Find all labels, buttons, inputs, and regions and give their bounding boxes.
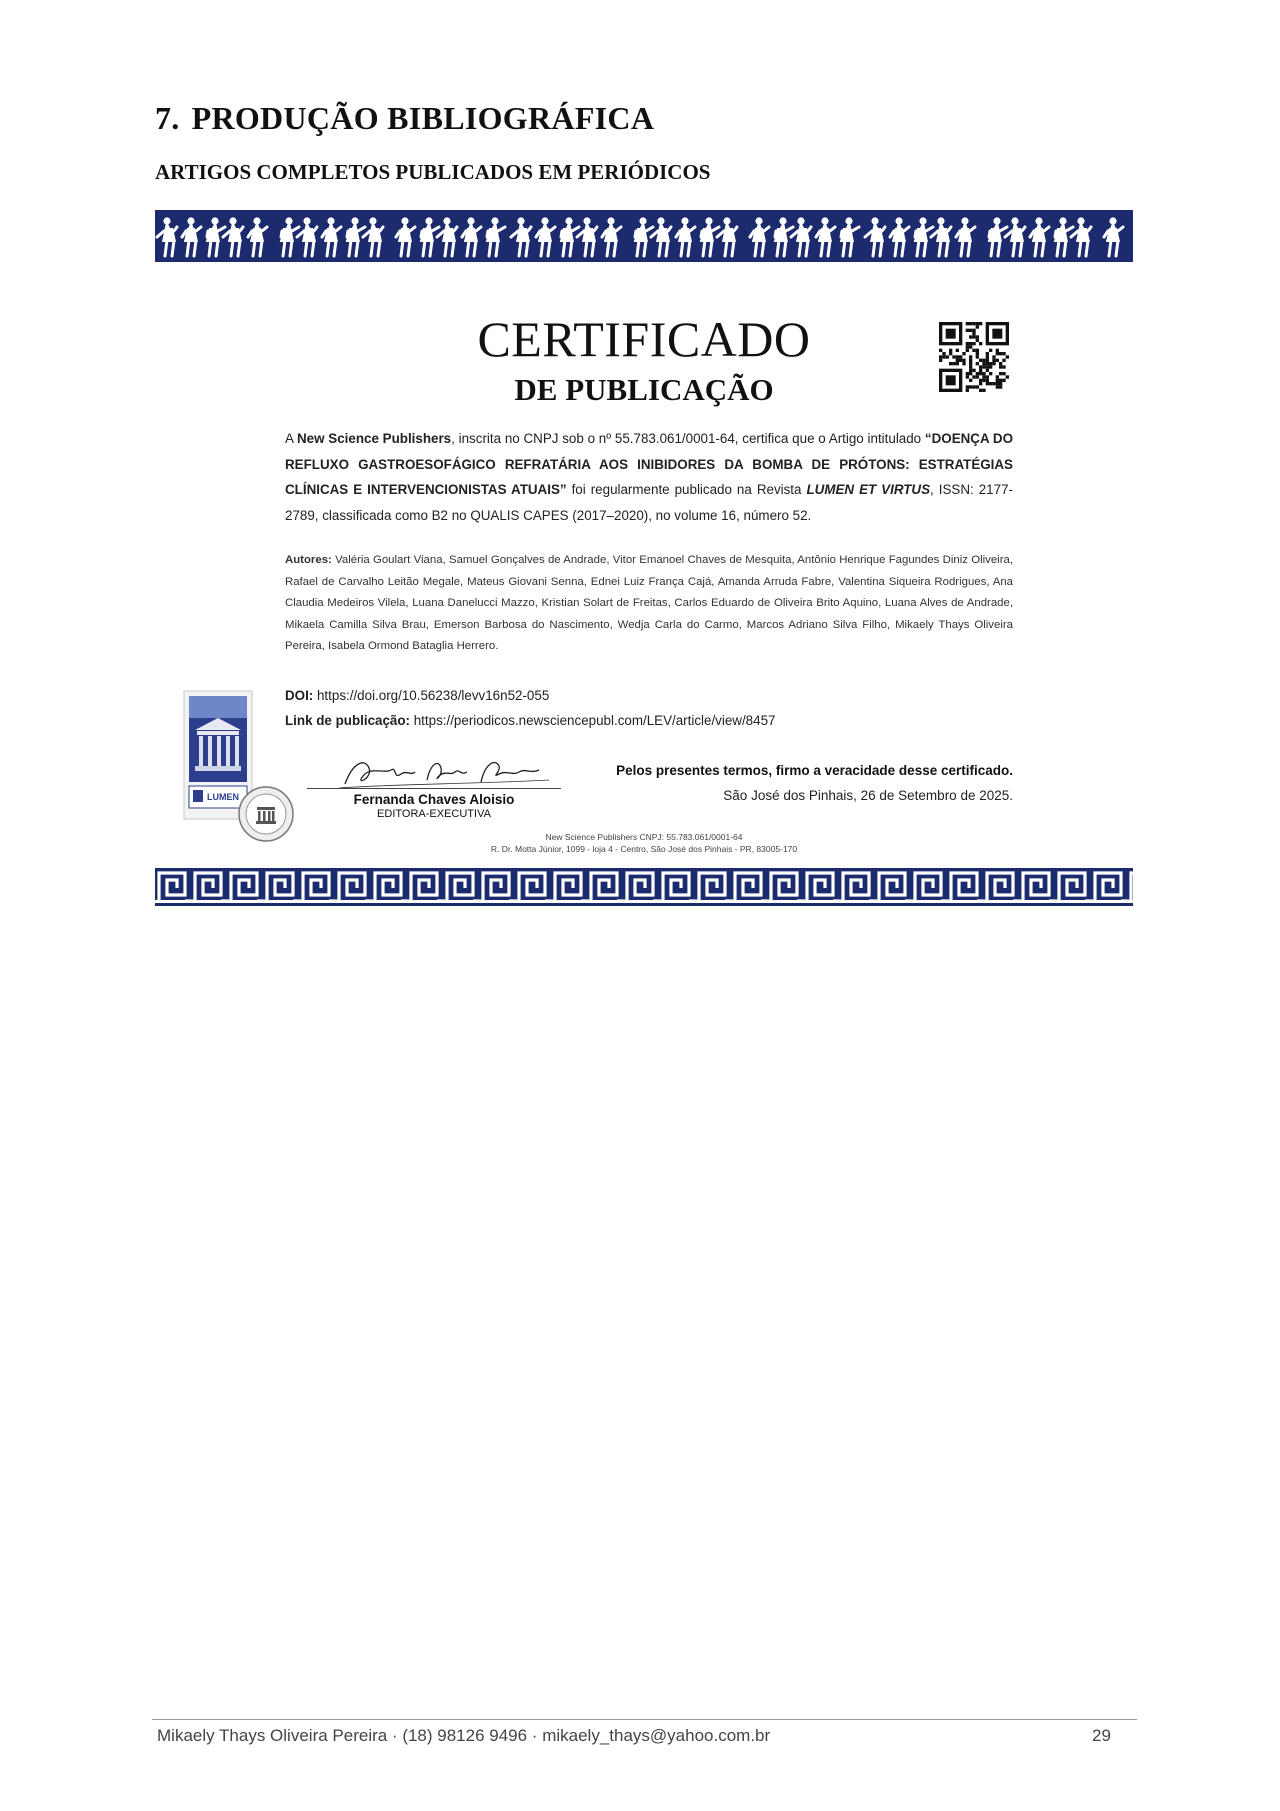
article-title: “DOENÇA DO REFLUXO GASTROESOFÁGICO REFRATÁRIA AOS INIBIDORES DA BOMBA DE PRÓTONS: ESTRATÉGIAS CLÍNICAS E INTERVENCIONISTAS ATUAIS” [285,431,1013,497]
figure-icon [396,217,415,256]
certificate-intro [285,426,1013,528]
publication-link[interactable]: https://periodicos.newsciencepubl.com/LEV/article/view/8457 [410,713,776,728]
certificate-title: CERTIFICADO [477,311,811,367]
place-date: São José dos Pinhais, 26 de Setembro de 2025. [723,788,1013,803]
greek-key-motif [951,873,985,901]
greek-key-motif [303,873,337,901]
qr-code-icon [939,322,1009,392]
figure-icon [462,217,481,256]
figure-icon [1071,217,1091,256]
doi-line [285,688,549,703]
signer-name: Fernanda Chaves Aloisio [353,792,515,807]
greek-key-motif [591,873,625,901]
signature-line [307,788,561,789]
figure-icon [577,217,597,256]
figure-icon [157,217,177,256]
intro-text-2: , inscrita no CNPJ sob o nº 55.783.061/0001-64, certifica que o Artigo intitulado [451,431,925,446]
figure-icon [1030,217,1049,256]
greek-key-motif [1023,873,1057,901]
figure-icon [840,217,859,256]
publisher-name: New Science Publishers [296,431,452,446]
journal-name: LUMEN ET VIRTUS [806,482,931,497]
greek-figures-frieze [155,210,1133,262]
greek-key-motif [771,873,805,901]
page-number: 29 [1092,1726,1111,1745]
greek-key-motif [879,873,913,901]
greek-key-motif [267,873,301,901]
greek-key-motif [195,873,229,901]
figure-icon [182,217,201,256]
publication-link-label: Link de publicação: [285,713,411,728]
greek-key-motif [339,873,373,901]
publication-link-line [285,713,775,728]
section-number: 7. [155,100,180,136]
figure-icon [511,217,531,256]
doi-link[interactable]: https://doi.org/10.56238/levv16n52-055 [313,688,550,703]
figure-icon [1005,217,1025,256]
greek-key-motif [807,873,841,901]
greek-key-motif [159,873,193,901]
greek-key-motif [1131,873,1133,901]
figure-icon [602,217,621,256]
greek-key-motif [447,873,481,901]
figure-icon [486,217,505,256]
certificate [155,262,1133,868]
closing-statement: Pelos presentes termos, firmo a veracidade desse certificado. [616,763,1013,778]
subsection-title: ARTIGOS COMPLETOS PUBLICADOS EM PERIÓDICOS [155,160,711,184]
greek-key-motif [411,873,445,901]
intro-text-3: foi regularmente publicado na Revista [566,482,807,497]
intro-text-1: A [285,431,297,446]
greek-key-motif [987,873,1021,901]
doi-label: DOI: [285,688,314,703]
figure-icon [536,217,555,256]
greek-key-motif [843,873,877,901]
section-title-text: PRODUÇÃO BIBLIOGRÁFICA [191,100,655,136]
figure-icon [931,217,951,256]
svg-text:LUMEN: LUMEN [207,792,239,802]
greek-key-motif [735,873,769,901]
figure-icon [717,217,737,256]
figure-icon [437,217,457,256]
page-footer-text: Mikaely Thays Oliveira Pereira · (18) 98126 9496 · mikaely_thays@yahoo.com.br [157,1726,771,1745]
greek-key-motif [483,873,517,901]
figure-icon [676,217,695,256]
authors-list: Valéria Goulart Viana, Samuel Gonçalves de Andrade, Vitor Emanoel Chaves de Mesquita, Antônio Henrique Fagundes Diniz Oliveira, Rafael de Carvalho Leitão Megale, Mateus Giovani Senna, Ednei Luiz França Cajá, Amanda Arruda Fabre, Valentina Siqueira Rodrigues, Ana Claudia Medeiros Vilela, Luana Danelucci Mazzo, Kristian Solart de Freitas, Carlos Eduardo de Oliveira Brito Aquino, Luana Alves de Andrade, Mikaela Camilla Silva Brau, Emerson Barbosa do Nascimento, Wedja Carla do Carmo, Marcos Adriano Silva Filho, Mikaely Thays Oliveira Pereira, Isabela Ormond Bataglia Herrero. [285,554,1013,652]
certificate-footer-line-2: R. Dr. Motta Júnior, 1099 - loja 4 - Centro, São José dos Pinhais - PR, 83005-170 [490,844,798,854]
greek-key-band [155,868,1133,906]
figure-icon [890,217,909,256]
greek-key-motif [627,873,661,901]
greek-figures-band [155,210,1133,262]
figure-icon [750,217,769,256]
greek-key-motif [663,873,697,901]
certificate-subtitle: DE PUBLICAÇÃO [514,372,774,407]
figure-icon [956,217,975,256]
footer-divider [152,1719,1137,1720]
figure-icon [322,217,341,256]
greek-key-motif [519,873,553,901]
figure-icon [816,217,835,256]
figure-icon [1104,217,1123,256]
figure-icon [223,217,243,256]
section-title [155,100,654,137]
certificate-footer-line-1: New Science Publishers CNPJ: 55.783.061/0001-64 [545,832,743,842]
authors-paragraph [285,550,1013,658]
greek-key-motif [375,873,409,901]
figure-icon [297,217,317,256]
figure-icon [248,217,267,256]
greek-key-motif [699,873,733,901]
greek-key-border [155,868,1133,906]
intro-text-4: , ISSN: 2177-2789, classificada como B2 no QUALIS CAPES (2017–2020), no volume 16, número 52. [285,482,1013,523]
figure-icon [791,217,811,256]
signer-role: EDITORA-EXECUTIVA [377,808,491,820]
authors-label: Autores: [285,554,332,566]
greek-key-motif [231,873,265,901]
greek-key-motif [1059,873,1093,901]
figure-icon [651,217,671,256]
figure-icon [363,217,383,256]
greek-key-motif [1095,873,1129,901]
greek-key-motif [915,873,949,901]
figure-icon [865,217,885,256]
greek-key-motif [555,873,589,901]
